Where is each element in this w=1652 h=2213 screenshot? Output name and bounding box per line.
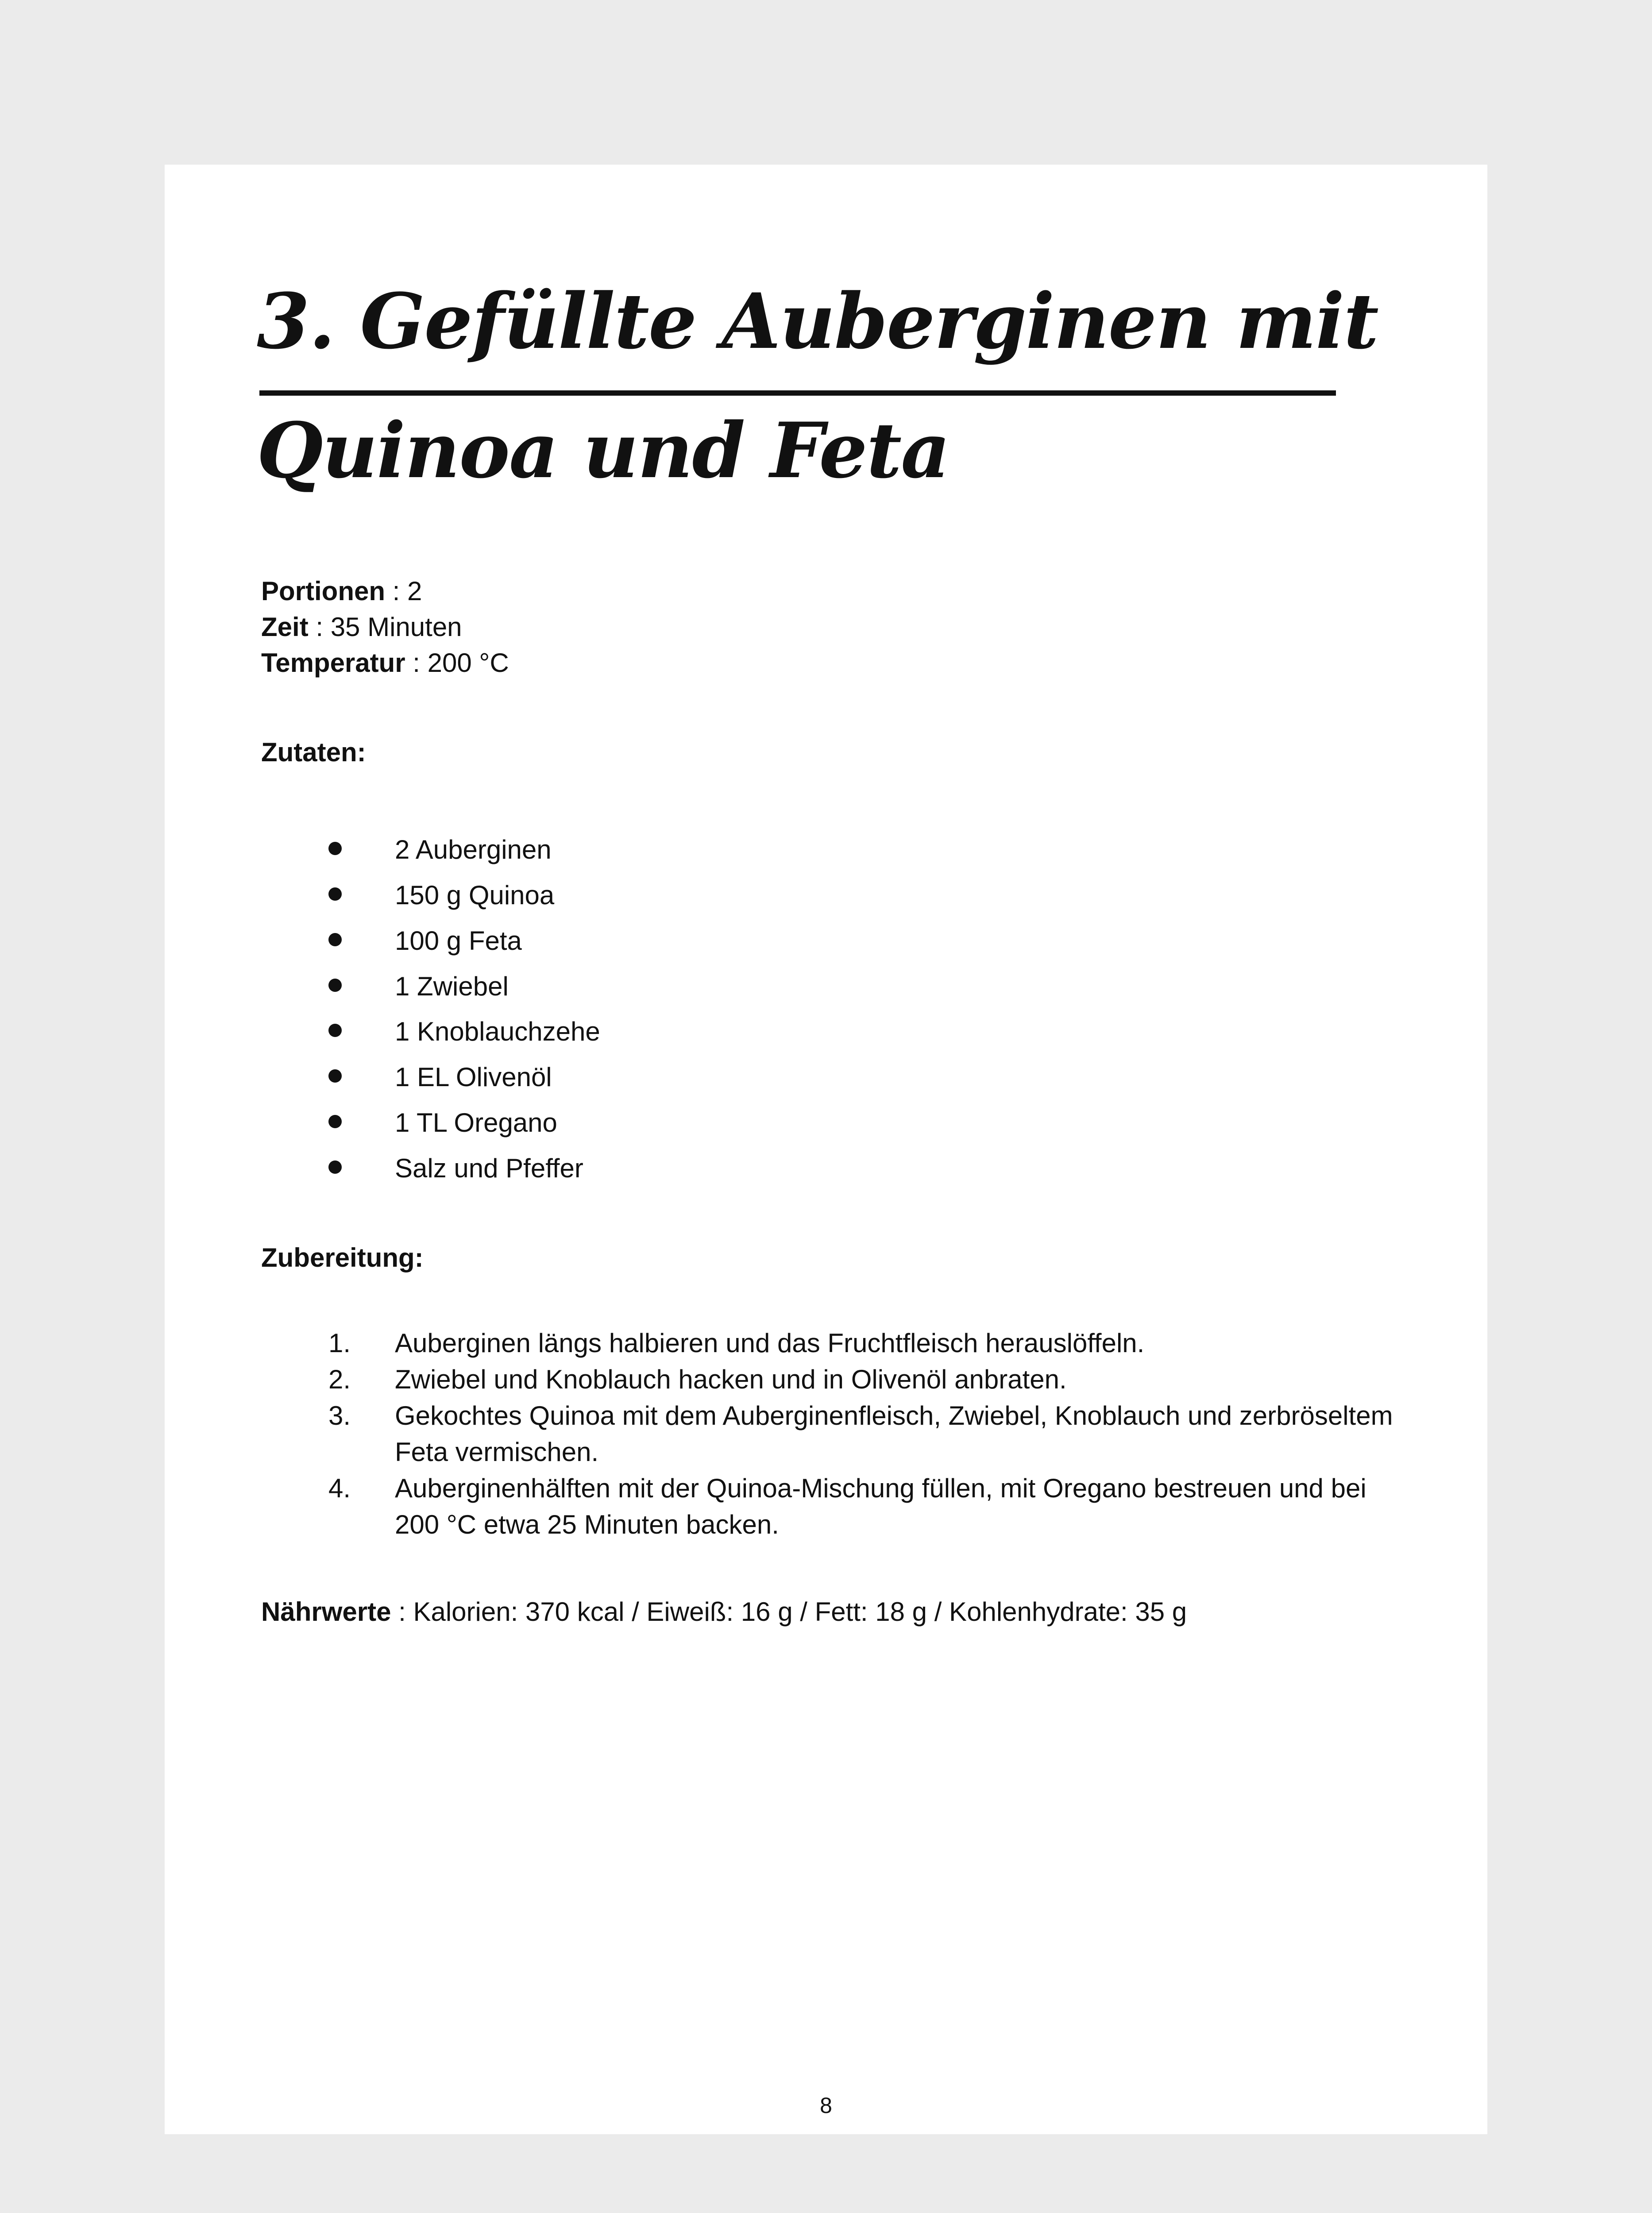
bullet-icon [328,933,342,946]
bullet-icon [328,887,342,901]
list-item [165,1110,1487,1145]
bullet-icon [328,842,342,855]
bullet-icon [328,1160,342,1174]
time-line [261,614,462,640]
recipe-title-line-2: Quinoa und Feta [257,405,950,495]
ingredient-text: 2 Auberginen [395,835,552,864]
step-number: 1. [328,1328,351,1358]
list-item [165,1155,1487,1191]
list-item [165,882,1487,918]
nutrition-label: Nährwerte [261,1597,391,1627]
ingredient-text: 150 g Quinoa [395,880,555,910]
step-number: 2. [328,1365,351,1394]
document-page [165,165,1487,2134]
bullet-icon [328,1069,342,1083]
recipe-title-line-1: 3. Gefüllte Auberginen mit [257,276,1378,366]
list-item [165,973,1487,1009]
time-label: Zeit [261,612,309,642]
ingredient-text: Salz und Pfeffer [395,1153,583,1183]
title-underline [259,390,1336,396]
temperature-label: Temperatur [261,648,405,678]
ingredient-text: 1 Knoblauchzehe [395,1017,600,1046]
servings-separator: : [385,576,408,606]
servings-line [261,578,422,605]
list-item [165,837,1487,872]
step-text: Gekochtes Quinoa mit dem Auberginenfleisch, Zwiebel, Knoblauch und zerbröseltem Feta vermischen. [395,1401,1393,1467]
list-item [165,1064,1487,1099]
step-text: Auberginen längs halbieren und das Fruchtfleisch herauslöffeln. [395,1328,1145,1358]
ingredient-text: 1 EL Olivenöl [395,1062,552,1092]
preparation-heading: Zubereitung: [261,1243,424,1272]
nutrition-line [261,1599,1187,1625]
time-separator: : [308,612,331,642]
list-item [165,1018,1487,1054]
servings-label: Portionen [261,576,385,606]
time-value: 35 Minuten [330,612,462,642]
list-item [165,928,1487,963]
bullet-icon [328,1024,342,1037]
nutrition-separator: : [391,1597,413,1627]
ingredients-heading: Zutaten: [261,737,366,767]
bullet-icon [328,1115,342,1128]
temperature-separator: : [405,648,428,678]
step-number: 4. [328,1473,351,1503]
step-text: Zwiebel und Knoblauch hacken und in Olivenöl anbraten. [395,1365,1067,1394]
bullet-icon [328,979,342,992]
servings-value: 2 [407,576,422,606]
ingredient-text: 100 g Feta [395,926,522,956]
page-number: 8 [820,2093,832,2118]
nutrition-value: Kalorien: 370 kcal / Eiweiß: 16 g / Fett: 18 g / Kohlenhydrate: 35 g [413,1597,1187,1627]
temperature-line [261,650,509,676]
temperature-value: 200 °C [427,648,509,678]
step-number: 3. [328,1401,351,1430]
ingredient-text: 1 TL Oregano [395,1108,557,1137]
ingredient-text: 1 Zwiebel [395,972,509,1001]
step-text: Auberginenhälften mit der Quinoa-Mischung füllen, mit Oregano bestreuen und bei 200 °C etwa 25 Minuten backen. [395,1473,1366,1539]
